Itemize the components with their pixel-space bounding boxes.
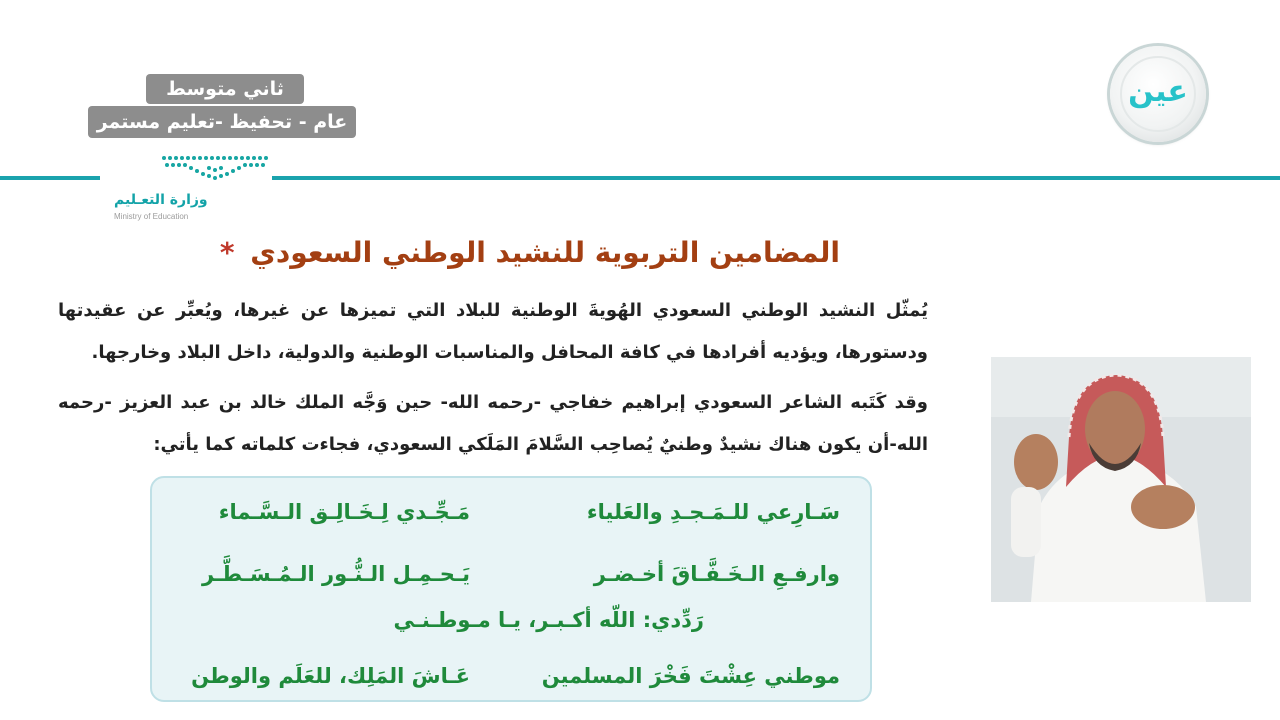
anthem-verse-3-left: عَـاشَ المَلِك، للعَلَم والوطن: [191, 664, 470, 688]
anthem-verse-1-right: سَـارِعي للـمَـجـدِ والعَلياء: [586, 500, 840, 524]
channel-logo: [1110, 46, 1206, 142]
lesson-paragraph-2: وقد كَتَبه الشاعر السعودي إبراهيم خفاجي -رحمه الله- حين وَجَّه الملك خالد بن عبد العزيز -رحمه الله-أن يكون هناك نشيدٌ وطنيٌ يُصاحِب السَّلامَ المَلَكي السعودي، فجاءت كلماته كما يأتي:: [58, 392, 928, 455]
anthem-verse-3-right: موطني عِشْتَ فَخْرَ المسلمين: [541, 664, 840, 688]
lesson-paragraph-1: يُمثّل النشيد الوطني السعودي الهُويةَ الوطنية للبلاد التي تميزها عن غيرها، ويُعبِّر عن عقيدتها ودستورها، ويؤديه أفرادها في كافة المحافل والمناسبات الوطنية والدولية، داخل البلاد وخارجها.: [58, 300, 928, 363]
header-divider-right: [272, 176, 1280, 180]
lesson-title-mark: *: [219, 236, 235, 269]
anthem-verse-2-right: وارفـعِ الـخَـفَّـاقَ أخـضـر: [593, 562, 840, 586]
lesson-title: [180, 236, 840, 269]
channel-logo-text: عين: [1128, 74, 1188, 109]
ministry-logo: [104, 152, 244, 224]
grade-badge: ثاني متوسط: [146, 74, 304, 104]
presenter-video: [991, 357, 1251, 602]
track-badge: عام - تحفيظ -تعليم مستمر: [88, 106, 356, 138]
anthem-box: [150, 476, 872, 702]
anthem-verse-1-left: مَـجِّـدي لِـخَـالِـق الـسَّـماء: [218, 500, 470, 524]
anthem-verse-2-left: يَـحـمِـل الـنُّـور الـمُـسَـطَّـر: [201, 562, 470, 586]
lesson-title-text: المضامين التربوية للنشيد الوطني السعودي: [250, 236, 840, 269]
ministry-name-english: Ministry of Education: [114, 212, 189, 221]
ministry-dots-icon: [156, 152, 274, 186]
presenter-figure-icon: [991, 357, 1251, 602]
anthem-refrain: رَدِّدي: اللّه أكـبـر، يـا مـوطـنـي: [393, 608, 704, 632]
header-divider-left: [0, 176, 100, 180]
ministry-name-arabic: وزارة التعـليم: [114, 192, 208, 208]
